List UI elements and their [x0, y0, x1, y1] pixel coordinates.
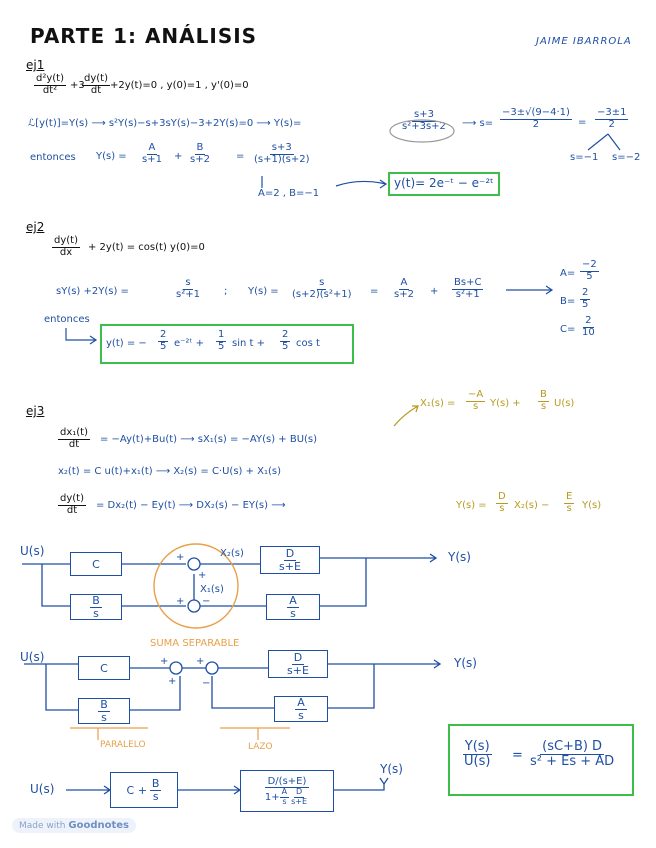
ej3-eq3-mid: X₂(s) − [514, 500, 550, 511]
ej3-x1-a: $\frac{-A}{s}$ [468, 389, 484, 412]
diagram1-block-d: $\frac{D}{s+E}$ [260, 546, 320, 574]
ej2-b-value: $\frac{2}{5}$ [582, 287, 589, 310]
ej3-x1-end: U(s) [554, 398, 575, 409]
diagram3-block2: D/(s+E) 1+ $\frac{A}{s}$ $\frac{D}{s+E}$ [240, 770, 334, 812]
ej1-pf-left: Y(s) = [96, 151, 127, 162]
ej2-entonces: entonces [44, 314, 90, 325]
ej3-eq3-e: $\frac{E}{s}$ [566, 491, 573, 514]
ej2-ys-fraction: $\frac{s}{\text{(s+2)(s²+1)}}$ [292, 277, 352, 300]
ej1-entonces: entonces [30, 152, 76, 163]
diagram1-input: U(s) [20, 544, 45, 558]
ej2-laplace-left: sY(s) +2Y(s) = [56, 286, 129, 297]
ej1-pf-eq: = [236, 151, 245, 162]
ej2-a-value: $\frac{-2}{5}$ [582, 259, 597, 282]
goodnotes-badge[interactable] [12, 818, 136, 833]
ej2-c-value: $\frac{2}{10}$ [582, 315, 595, 338]
diagram1-x1-label: X₁(s) [200, 584, 224, 595]
ej2-answer-a: y(t) = − [106, 338, 147, 349]
ej1-ab-values: A=2 , B=−1 [258, 188, 320, 199]
diagram2-plus1: + [160, 656, 169, 667]
ej1-root1: s=−1 [570, 152, 599, 163]
page-title: PARTE 1: ANÁLISIS [30, 24, 258, 48]
diagram2-block-c: C [78, 656, 130, 680]
diagram2-input: U(s) [20, 650, 45, 664]
diagram1-block-as: $\frac{A}{s}$ [266, 594, 320, 620]
ej1-ode-first-derivative: $\frac{dy(t)}{dt}$ [84, 73, 108, 96]
ej2-ode-derivative: $\frac{dy(t)}{dx}$ [54, 235, 78, 258]
ej3-eq2: x₂(t) = C u(t)+x₁(t) ⟶ X₂(s) = C·U(s) + X₁(s) [58, 466, 282, 477]
ej3-eq3-derivative: $\frac{dy(t)}{dt}$ [60, 493, 84, 516]
badge-brand: Goodnotes [68, 820, 129, 831]
diagram2-block-bs: $\frac{B}{s}$ [78, 698, 130, 724]
ej3-eq1-rest: = −Ay(t)+Bu(t) ⟶ sX₁(s) = −AY(s) + BU(s) [100, 434, 318, 445]
diagram1-plus3: + [176, 596, 185, 607]
diagram1-suma-separable: SUMA SEPARABLE [150, 638, 240, 649]
ej1-roots-prefix: ⟶ s= [462, 118, 494, 129]
ej3-x1-def: X₁(s) = [420, 398, 456, 409]
diagram1-block-c: C [70, 552, 122, 576]
diagram2-lazo: LAZO [248, 742, 273, 752]
ej2-a-label: A= [560, 268, 576, 279]
diagram3-block1: C + $\frac{B}{s}$ [110, 772, 178, 808]
ej2-answer-c: sin t + [232, 338, 265, 349]
ej1-laplace-line: ℒ[y(t)]=Y(s) ⟶ s²Y(s)−s+3sY(s)−3+2Y(s)=0 ⟶ Y(s)= [28, 118, 302, 129]
ej3-eq3-end: Y(s) [582, 500, 602, 511]
ej2-plus: + [430, 286, 439, 297]
ej1-roots-fraction2: $\frac{-3\pm 1}{2}$ [597, 107, 627, 130]
ej2-label: ej2 [26, 220, 45, 234]
ej3-eq1-derivative: $\frac{\text{dx₁(t)}}{dt}$ [60, 427, 88, 450]
ej2-ys-label: Y(s) = [248, 286, 279, 297]
diagram2-block-d: $\frac{D}{s+E}$ [268, 650, 328, 678]
diagram2-plus3: + [196, 656, 205, 667]
ej2-b-label: B= [560, 296, 576, 307]
diagram2-minus1: − [202, 678, 211, 689]
ej1-label: ej1 [26, 58, 45, 72]
ej2-eq: = [370, 286, 379, 297]
diagram2-plus2: + [168, 676, 177, 687]
ej2-answer-f2: $\frac{1}{5}$ [218, 329, 225, 352]
diagram1-plus1: + [176, 552, 185, 563]
ej2-ode-rest: + 2y(t) = cos(t) y(0)=0 [88, 242, 205, 253]
diagram1-plus2: + [198, 570, 207, 581]
tf-result-eq: = [512, 748, 523, 763]
ej1-pf-c: $\frac{s+3}{(s+1)(s+2)}$ [254, 142, 310, 165]
ej3-eq3-y: Y(s) = [456, 500, 487, 511]
ej3-label: ej3 [26, 404, 45, 418]
ej2-answer-f1: $\frac{2}{5}$ [160, 329, 167, 352]
ej1-pf-plus: + [174, 151, 183, 162]
ej2-answer-f3: $\frac{2}{5}$ [282, 329, 289, 352]
ej3-x1-mid: Y(s) + [490, 398, 521, 409]
ej2-pf-b: $\frac{Bs+C}{\text{s²+1}}$ [454, 277, 482, 300]
ej2-sep: ; [224, 286, 228, 297]
diagram1-minus1: − [202, 596, 211, 607]
ej1-roots-eq: = [578, 117, 587, 128]
diagram3-output: Y(s) [380, 762, 403, 776]
diagram2-output: Y(s) [454, 656, 477, 670]
diagram3-input: U(s) [30, 782, 55, 796]
author-name: JAIME IBARROLA [536, 36, 632, 47]
ej1-pf-b: $\frac{B}{s+2}$ [190, 142, 210, 165]
ej3-eq3-rest: = Dx₂(t) − Ey(t) ⟶ DX₂(s) − EY(s) ⟶ [96, 500, 286, 511]
tf-result-lhs: $\frac{Y(s)}{U(s)}$ [464, 739, 491, 769]
diagram2-block-as: $\frac{A}{s}$ [274, 696, 328, 722]
ej2-answer-b: e⁻²ᵗ + [174, 338, 204, 349]
badge-made-with: Made with [19, 821, 66, 831]
ej2-pf-a: $\frac{A}{s+2}$ [394, 277, 414, 300]
diagram1-x2-label: X₂(s) [220, 548, 244, 559]
ej2-answer-d: cos t [296, 338, 320, 349]
ej1-ode-mid: +3 [70, 80, 85, 91]
diagram1-output: Y(s) [448, 550, 471, 564]
ej1-ode-rest: +2y(t)=0 , y(0)=1 , y'(0)=0 [110, 80, 249, 91]
ej3-x1-b: $\frac{B}{s}$ [540, 389, 547, 412]
diagram1-block-bs: $\frac{B}{s}$ [70, 594, 122, 620]
ej1-root2: s=−2 [612, 152, 641, 163]
ej1-ys-fraction: $\frac{s+3}{\text{s²+3s+2}}$ [402, 109, 446, 132]
diagram2-paralelo: PARALELO [100, 740, 146, 750]
ej1-ode-second-derivative: $\frac{\text{d²y(t)}}{\text{dt²}}$ [36, 73, 64, 96]
ej3-eq3-d: $\frac{D}{s}$ [498, 491, 506, 514]
ej2-c-label: C= [560, 324, 576, 335]
ej2-laplace-rhs: $\frac{s}{\text{s²+1}}$ [176, 277, 200, 300]
ej1-roots-fraction: $\frac{-3\pm√(9-4\cdot 1)}{2}$ [502, 107, 570, 130]
ej1-pf-a: $\frac{A}{s+1}$ [142, 142, 162, 165]
tf-result-rhs: $\frac{(sC+B) D}{\text{s² + Es + AD}}$ [530, 739, 615, 769]
ej1-answer: y(t)= 2e⁻ᵗ − e⁻²ᵗ [394, 176, 494, 190]
